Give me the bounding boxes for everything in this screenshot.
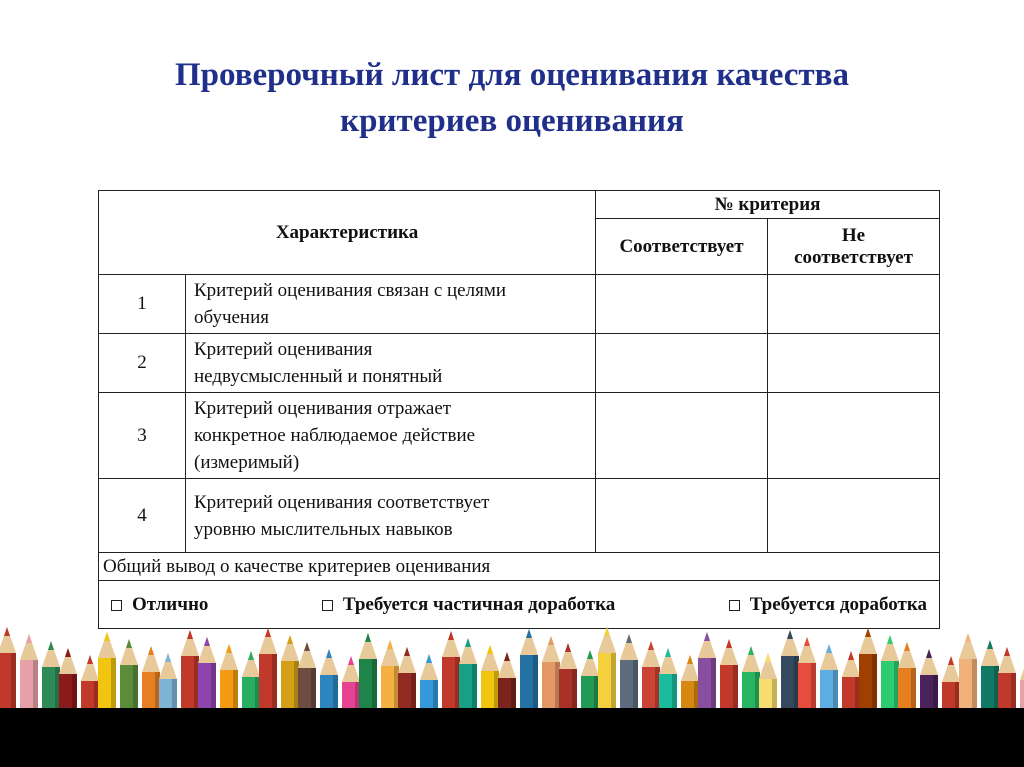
option-excellent[interactable] (111, 594, 208, 616)
option-label: Отлично (132, 593, 209, 615)
option-partial-revision[interactable] (322, 594, 615, 616)
pencil-icon (398, 647, 416, 715)
pencil-icon (120, 639, 138, 715)
pencil-icon (959, 633, 977, 715)
header-not-matches-line2: соответствует (794, 246, 913, 268)
criterion-line: Критерий оценивания (194, 339, 373, 360)
pencil-icon (59, 648, 77, 715)
matches-cell[interactable] (596, 334, 768, 393)
header-not-matches (768, 219, 940, 275)
pencil-icon (42, 641, 60, 715)
criterion-text (186, 479, 596, 553)
not-matches-cell[interactable] (768, 479, 940, 553)
pencil-icon (881, 635, 899, 715)
pencil-icon (942, 656, 960, 715)
option-label: Требуется доработка (749, 593, 928, 615)
criterion-text (186, 393, 596, 479)
pencil-icon (898, 642, 916, 715)
pencil-icon (759, 653, 777, 715)
pencil-icon (298, 642, 316, 715)
pencil-icon (520, 629, 538, 715)
table-row (99, 334, 940, 393)
not-matches-cell[interactable] (768, 334, 940, 393)
checklist-table (98, 190, 940, 629)
row-number: 4 (99, 479, 186, 553)
criterion-text (186, 275, 596, 334)
pencil-icon (620, 634, 638, 715)
row-number: 3 (99, 393, 186, 479)
summary-label: Общий вывод о качестве критериев оценивания (99, 553, 940, 581)
not-matches-cell[interactable] (768, 393, 940, 479)
pencil-icon (242, 651, 260, 715)
pencil-icon (659, 648, 677, 715)
bottom-bar (0, 708, 1024, 767)
pencil-icon (798, 637, 816, 715)
checkbox-icon[interactable] (729, 600, 740, 611)
pencil-icon (0, 627, 16, 715)
pencil-icon (498, 652, 516, 715)
criterion-line: Критерий оценивания отражает (194, 398, 452, 419)
pencil-icon (420, 654, 438, 715)
criterion-line: обучения (194, 307, 270, 328)
pencil-icon (720, 639, 738, 715)
criterion-line: (измеримый) (194, 452, 300, 473)
matches-cell[interactable] (596, 479, 768, 553)
pencil-icon (20, 634, 38, 715)
pencil-icon (259, 628, 277, 715)
title-line-2: критериев оценивания (340, 103, 684, 139)
pencil-icon (698, 632, 716, 715)
pencil-icon (820, 644, 838, 715)
pencil-icon (198, 637, 216, 715)
matches-cell[interactable] (596, 275, 768, 334)
header-matches: Соответствует (596, 219, 768, 275)
pencil-icon (220, 644, 238, 715)
pencil-icon (581, 650, 599, 715)
matches-cell[interactable] (596, 393, 768, 479)
pencil-icon (381, 640, 399, 715)
pencil-icon (481, 645, 499, 715)
criterion-line: Критерий оценивания соответствует (194, 491, 490, 513)
pencil-icon (598, 627, 616, 715)
pencil-icon (459, 638, 477, 715)
criterion-line: Критерий оценивания связан с целями (194, 280, 507, 301)
pencil-icon (642, 641, 660, 715)
criterion-line: конкретное наблюдаемое действие (194, 425, 476, 446)
pencil-icon (81, 655, 99, 715)
pencil-icon (859, 628, 877, 715)
pencil-icon (342, 656, 360, 715)
table-row (99, 479, 940, 553)
table-row (99, 393, 940, 479)
pencil-icon (159, 653, 177, 715)
pencil-icon (142, 646, 160, 715)
row-number: 1 (99, 275, 186, 334)
row-number: 2 (99, 334, 186, 393)
pencil-icon (742, 646, 760, 715)
pencil-icon (442, 631, 460, 715)
pencil-icon (681, 655, 699, 715)
title-line-1: Проверочный лист для оценивания качества (175, 57, 849, 93)
option-label: Требуется частичная доработка (342, 593, 616, 615)
pencil-icon (920, 649, 938, 715)
pencil-icon (781, 630, 799, 715)
slide-title (0, 52, 1024, 144)
option-revision-required[interactable] (729, 594, 927, 616)
header-not-matches-line1: Не (841, 224, 866, 246)
pencil-icon (559, 643, 577, 715)
pencil-icon (981, 640, 999, 715)
pencil-icon (842, 651, 860, 715)
header-characteristic: Характеристика (99, 191, 596, 275)
header-criterion-number: № критерия (596, 191, 940, 219)
pencil-icon (998, 647, 1016, 715)
table-row (99, 275, 940, 334)
pencil-icon (281, 635, 299, 715)
pencil-icon (1020, 654, 1024, 715)
criterion-text (186, 334, 596, 393)
pencil-icon (542, 636, 560, 715)
pencil-icon (98, 632, 116, 715)
pencil-icon (320, 649, 338, 715)
checkbox-icon[interactable] (322, 600, 333, 611)
checkbox-icon[interactable] (111, 600, 122, 611)
criterion-line: уровню мыслительных навыков (194, 518, 453, 540)
criterion-line: недвусмысленный и понятный (194, 366, 443, 387)
pencil-icon (359, 633, 377, 715)
pencil-icon (181, 630, 199, 715)
not-matches-cell[interactable] (768, 275, 940, 334)
pencils-decoration (0, 615, 1024, 715)
